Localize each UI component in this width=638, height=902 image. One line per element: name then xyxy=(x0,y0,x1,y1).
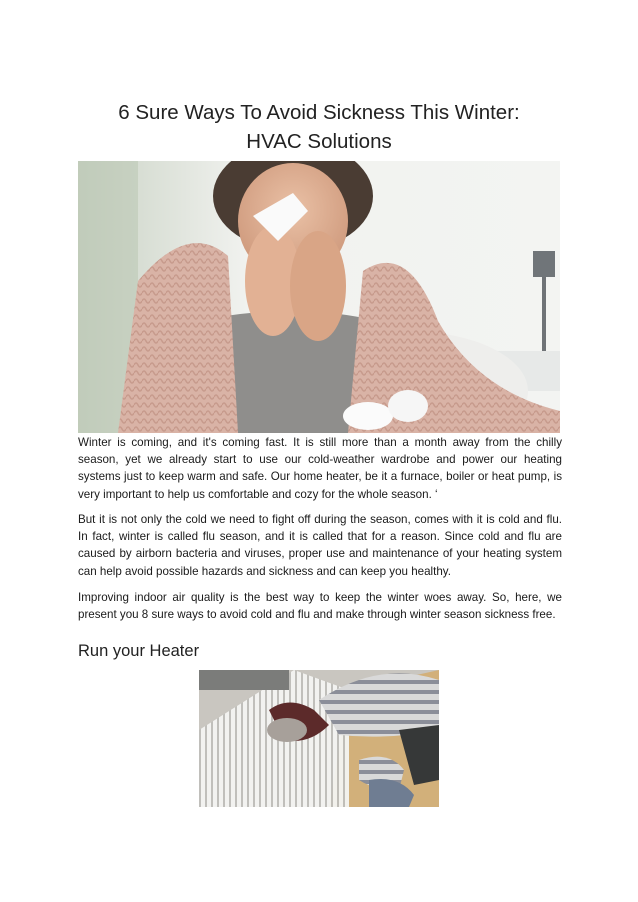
title-line-2: HVAC Solutions xyxy=(246,130,392,153)
title-line-1: 6 Sure Ways To Avoid Sickness This Winter: xyxy=(118,101,520,124)
hero-image-sick-woman xyxy=(78,161,560,433)
paragraph-flu-season: But it is not only the cold we need to fight off during the season, comes with it is cold and flu. In fact, winter is called flu season, and it is called that for a reason. Since cold and flu are caused by airborn bacteria and viruses, proper use and maintenance of your heating system can help avoid possible hazards and sickness and can keep you healthy. xyxy=(78,513,562,578)
section-heading-run-heater: Run your Heater xyxy=(78,642,200,660)
paragraph-intro: Winter is coming, and it's coming fast. It is still more than a month away from the chilly season, yet we already start to use our cold-weather wardrobe and power our heating systems just to keep warm and safe. Our home heater, be it a furnace, boiler or heat pump, is very important to help us comfortable and cozy for the whole season. ‘ xyxy=(78,436,562,501)
page-title xyxy=(78,98,560,156)
paragraph-air-quality: Improving indoor air quality is the best way to keep the winter woes away. So, here, we present you 8 sure ways to avoid cold and flu and make through winter season sickness free. xyxy=(78,591,562,622)
heater-image xyxy=(199,670,439,807)
